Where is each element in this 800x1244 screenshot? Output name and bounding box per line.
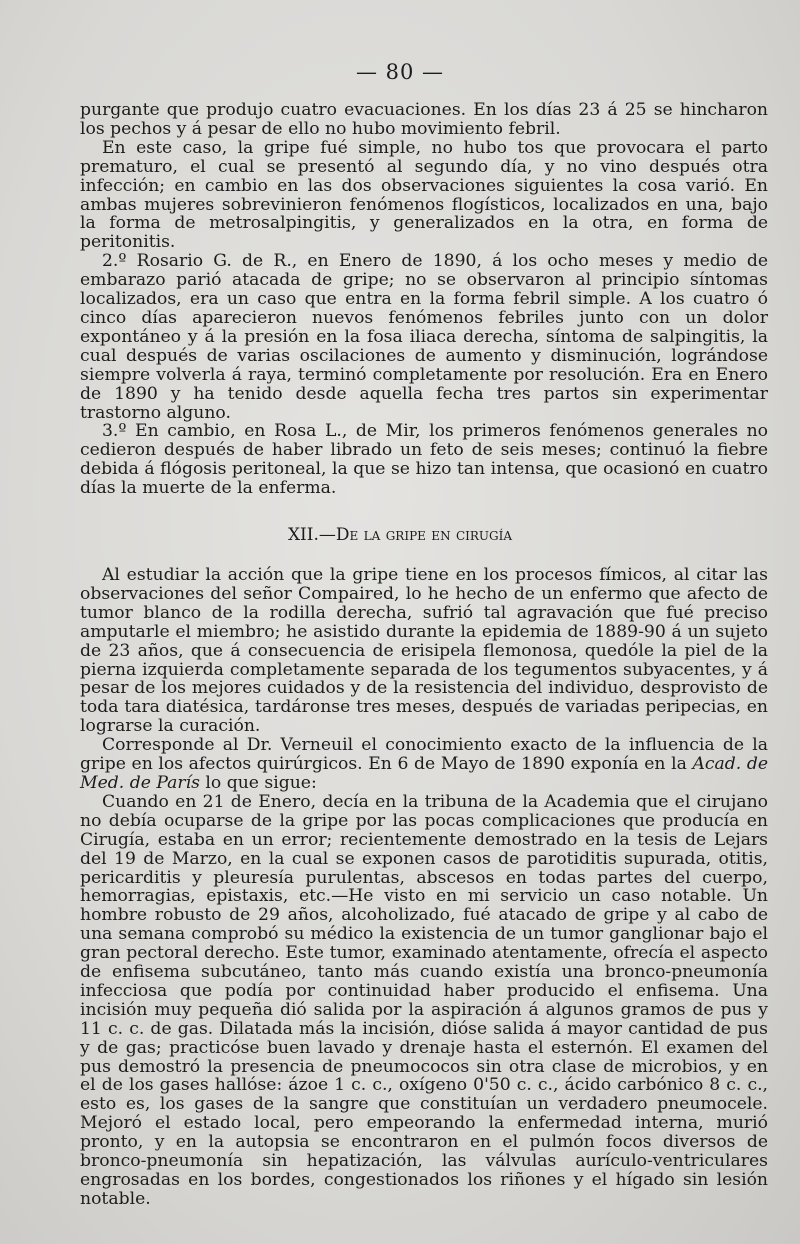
section-title: De la gripe en cirugía <box>335 525 513 545</box>
paragraph-case-3: 3.º En cambio, en Rosa L., de Mir, los primeros fenómenos generales no cedieron después de haber librado un feto de seis meses; continuó la fiebre debida á flógosis peritoneal, la que se hizo tan intensa, que ocasionó en cuatro días la muerte de la enferma. <box>80 421 768 499</box>
paragraph-academy-quote: Cuando en 21 de Enero, decía en la tribuna de la Academia que el cirujano no debía ocuparse de la gripe por las pocas complicaciones que producía en Cirugía, estaba en un error; recientemente demostrado en la tesis de Lejars del 19 de Marzo, en la cual se exponen casos de parotiditis supurada, otitis, pericarditis y pleuresía purulentas, abscesos en todas partes del cuerpo, hemorragias, epistaxis, etc.—He visto en mi servicio un caso notable. Un hombre robusto de 29 años, alcoholizado, fué atacado de gripe y al cabo de una semana comprobó su médico la existencia de un tumor ganglionar bajo el gran pectoral derecho. Este tumor, examinado atentamente, ofrecía el aspecto de enfisema subcutáneo, tanto más cuando existía una bronco-pneumonía infecciosa que podía por continuidad haber producido el enfisema. Una incisión muy pequeña dió salida por la aspiración á algunos gramos de pus y 11 c. c. de gas. Dilatada más la incisión, dióse salida á mayor cantidad de pus y de gas; practicóse buen lavado y drenaje hasta el esternón. El examen del pus demostró la presencia de pneumococos sin otra clase de microbios, y en el de los gases hallóse: ázoe 1 c. c., oxígeno 0'50 c. c., ácido carbónico 8 c. c., esto es, los gases de la sangre que constituían un verdadero pneumocele. Mejoró el estado local, pero empeorando la enfermedad interna, murió pronto, y en la autopsia se encontraron en el pulmón focos diversos de bronco-pneumonía sin hepatización, las válvulas aurículo-ventriculares engrosadas en los bordes, congestionados los riñones y el hígado sin lesión notable. <box>80 791 768 1209</box>
page-number: — 80 — <box>355 60 445 84</box>
text-block-top <box>80 101 768 498</box>
section-heading <box>0 525 800 545</box>
paragraph-verneuil <box>80 736 768 793</box>
verneuil-text-a: Corresponde al Dr. Verneuil el conocimiento exacto de la influencia de la gripe en los afectos quirúrgicos. En 6 de Mayo de 1890 exponía en la <box>80 735 768 775</box>
paragraph-case-summary: En este caso, la gripe fué simple, no hubo tos que provocara el parto prematuro, el cual se presentó al segundo día, y no vino después otra infección; en cambio en las dos observaciones siguientes la cosa varió. En ambas mujeres sobrevinieron fenómenos flogísticos, localizados en una, bajo la forma de metrosalpingitis, y generalizados en la otra, en forma de peritonitis. <box>80 137 768 253</box>
paragraph-case-2: 2.º Rosario G. de R., en Enero de 1890, á los ocho meses y medio de embarazo parió atacada de gripe; no se observaron al principio síntomas localizados, era un caso que entra en la forma febril simple. A los cuatro ó cinco días aparecieron nuevos fenómenos febriles junto con un dolor expontáneo y á la presión en la fosa iliaca derecha, síntoma de salpingitis, la cual después de varias oscilaciones de aumento y disminución, lográndose siempre volverla á raya, terminó completamente por resolución. Era en Enero de 1890 y ha tenido desde aquella fecha tres partos sin experimentar trastorno alguno. <box>80 251 768 423</box>
section-number: XII.— <box>287 525 336 545</box>
verneuil-text-c: lo que sigue: <box>199 772 317 793</box>
paragraph-continuation: purgante que produjo cuatro evacuaciones. En los días 23 á 25 se hincharon los pechos y á pesar de ello no hubo movimiento febril. <box>80 100 768 139</box>
academy-citation: Acad. de Med. de París <box>80 754 768 793</box>
text-block-bottom <box>80 566 768 1209</box>
paragraph-fimicos: Al estudiar la acción que la gripe tiene en los procesos fímicos, al citar las observaciones del señor Compaired, lo he hecho de un enfermo que afecto de tumor blanco de la rodilla derecha, sufrió tal agravación que fué preciso amputarle el miembro; he asistido durante la epidemia de 1889-90 á un sujeto de 23 años, que á consecuencia de erisipela flemonosa, quedóle la piel de la pierna izquierda completamente separada de los tegumentos subyacentes, y á pesar de los mejores cuidados y de la resistencia del individuo, desprovisto de toda tara diatésica, tardáronse tres meses, después de variadas peripecias, en lograrse la curación. <box>80 565 768 737</box>
